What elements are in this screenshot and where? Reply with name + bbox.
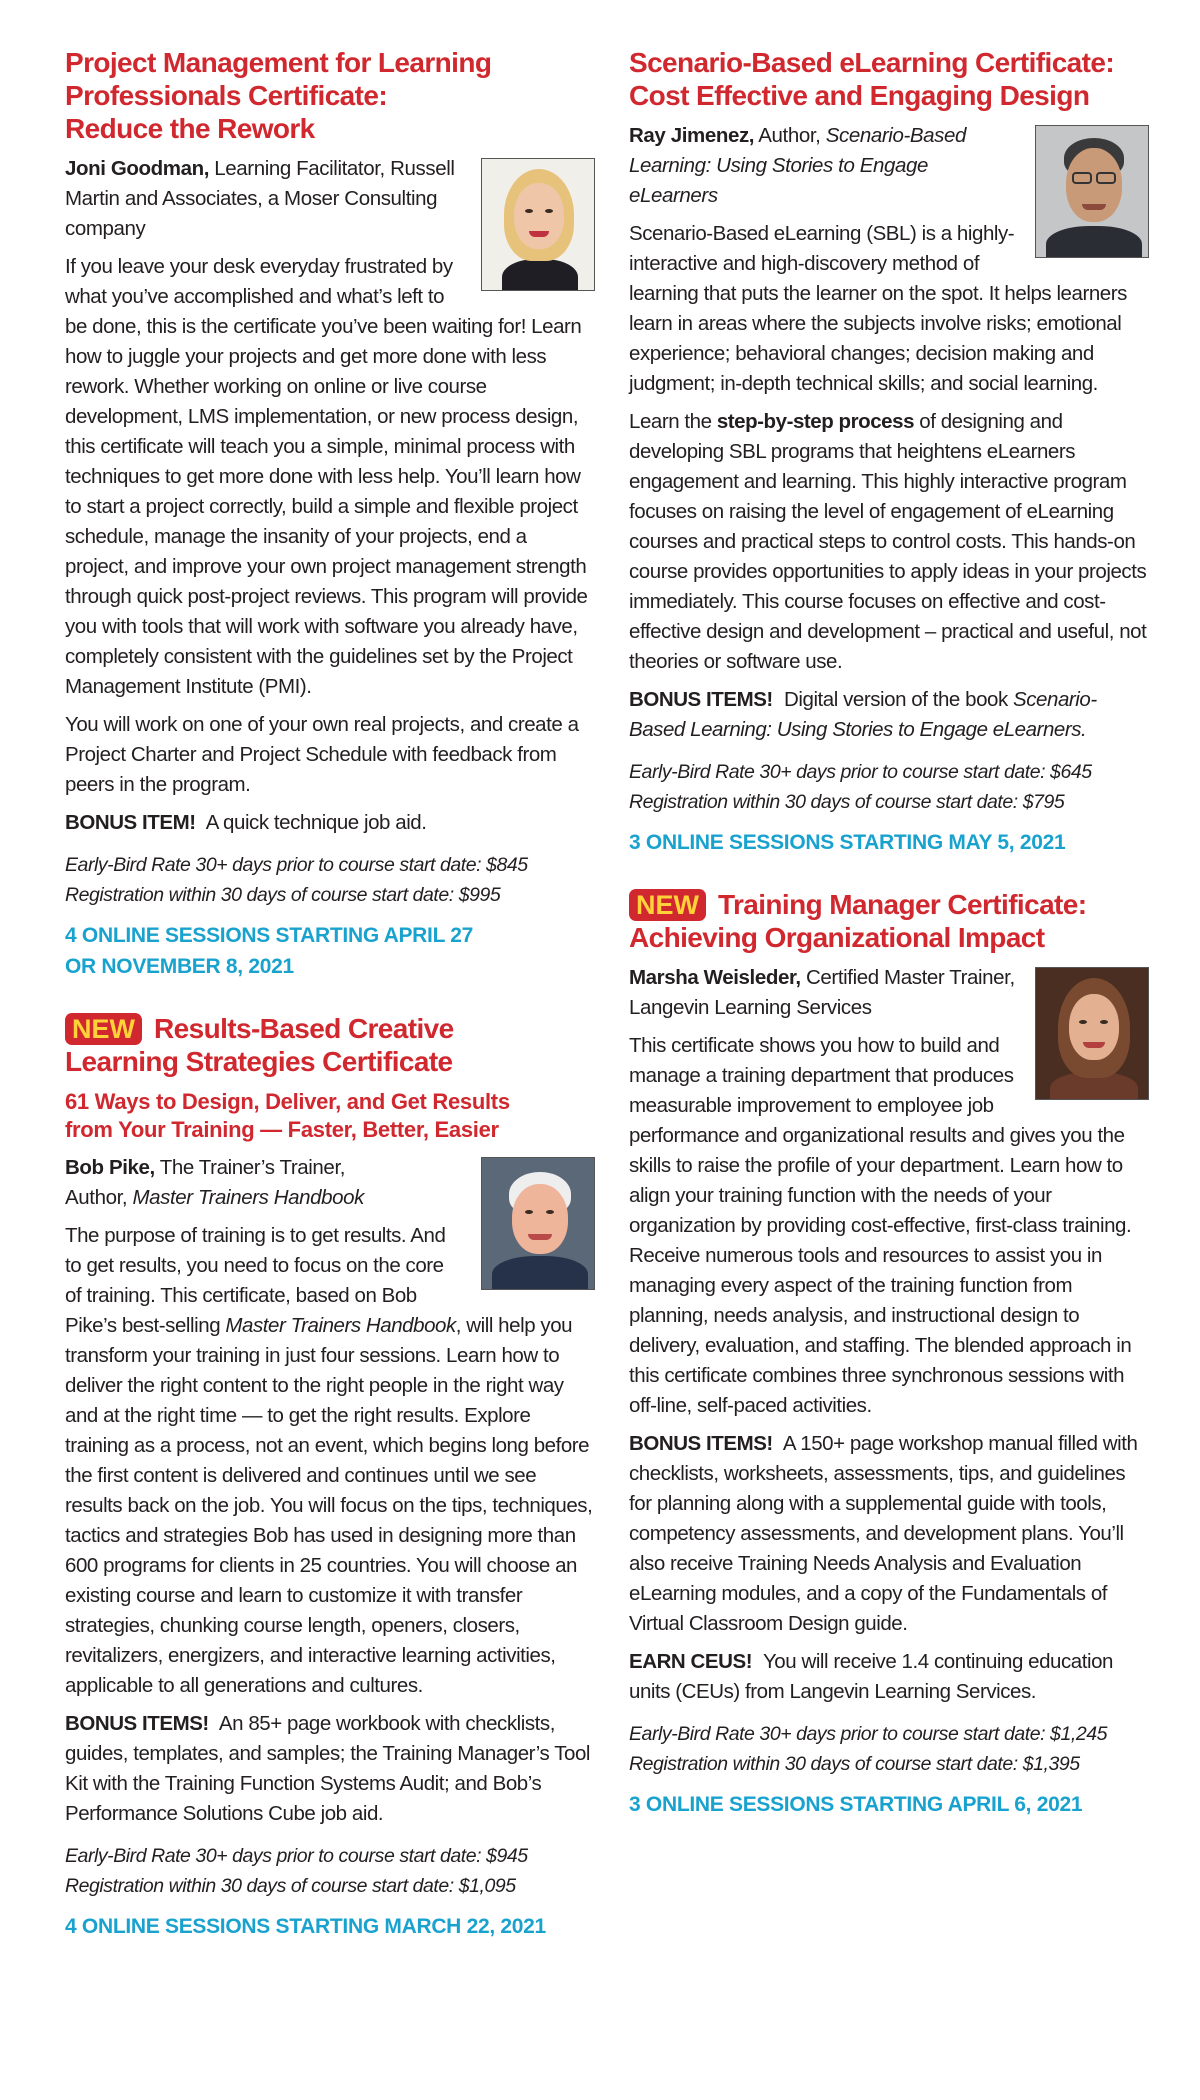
bonus-items bbox=[629, 685, 1149, 745]
course-title bbox=[629, 46, 1149, 112]
early-bird-rate: Early-Bird Rate 30+ days prior to course start date: $845 bbox=[65, 854, 528, 876]
course-title-line bbox=[629, 888, 1149, 921]
new-badge: NEW bbox=[65, 1013, 142, 1045]
pricing bbox=[629, 1719, 1149, 1779]
course-title-line: Project Management for Learning bbox=[65, 47, 492, 78]
course-title bbox=[629, 888, 1149, 954]
pricing bbox=[629, 757, 1149, 817]
author-role: Learning Facilitator, Russell Martin and Associates, a Moser Consulting company bbox=[65, 157, 455, 240]
course-description-2: You will work on one of your own real projects, and create a Project Charter and Project Schedule with feedback from peers in the program. bbox=[65, 713, 579, 796]
left-column bbox=[65, 46, 595, 1972]
earn-ceus bbox=[629, 1647, 1149, 1707]
description-part: The purpose of training is to get results. And to get results, you need to focus on the core of training. This certificate, based on Bob Pike’s best-selling bbox=[65, 1224, 446, 1337]
new-badge: NEW bbox=[629, 889, 706, 921]
bonus-label: BONUS ITEMS! bbox=[629, 688, 773, 711]
course-subtitle bbox=[65, 1088, 595, 1144]
sessions-line: 3 ONLINE SESSIONS STARTING MAY 5, 2021 bbox=[629, 831, 1066, 854]
course-title-line: Scenario-Based eLearning Certificate: bbox=[629, 47, 1115, 78]
description-part: Learn the bbox=[629, 410, 712, 433]
early-bird-rate: Early-Bird Rate 30+ days prior to course start date: $1,245 bbox=[629, 1723, 1108, 1745]
author-name: Marsha Weisleder, bbox=[629, 966, 801, 989]
early-bird-rate: Early-Bird Rate 30+ days prior to course start date: $645 bbox=[629, 761, 1092, 783]
course-description: If you leave your desk everyday frustrated by what you’ve accomplished and what’s left to be done, this is the certificate you’ve been waiting for! Learn how to juggle your projects and get more done with less rework. Whether working on online or live course development, LMS implementation, or new process design, this certificate will teach you a simple, minimal process with techniques to get more done with less help. You’ll learn how to start a project correctly, build a simple and flexible project schedule, manage the insanity of your projects, end a project, and improve your own project management strength through quick post-project reviews. This program will provide you with tools that will work with software you already have, completely consistent with the guidelines set by the Project Management Institute (PMI). bbox=[65, 255, 588, 698]
sessions-info bbox=[65, 920, 595, 982]
course-title-line: Cost Effective and Engaging Design bbox=[629, 80, 1090, 111]
course-description bbox=[65, 1221, 595, 1701]
course-title-line: Reduce the Rework bbox=[65, 113, 315, 144]
registration-rate: Registration within 30 days of course start date: $795 bbox=[629, 791, 1065, 813]
bonus-text: A quick technique job aid. bbox=[205, 811, 427, 834]
description-part: of designing and developing SBL programs that heightens eLearners engagement and learning. This highly interactive program focuses on raising the level of engagement of eLearning courses and practical steps to control costs. This hands-on course provides opportunities to apply ideas in your projects immediately. This course focuses on effective and cost-effective design and development – practical and useful, not theories or software use. bbox=[629, 410, 1147, 673]
bonus-label: BONUS ITEMS! bbox=[629, 1432, 773, 1455]
ceus-label: EARN CEUS! bbox=[629, 1650, 753, 1673]
course-title bbox=[65, 46, 595, 145]
bonus-item bbox=[65, 808, 595, 838]
author-block bbox=[65, 154, 595, 702]
bonus-label: BONUS ITEM! bbox=[65, 811, 196, 834]
course-results-based-creative-learning bbox=[65, 1012, 595, 1942]
author-role-prefix: Author, bbox=[758, 124, 821, 147]
right-column bbox=[629, 46, 1149, 1850]
description-emphasis: step-by-step process bbox=[716, 410, 915, 433]
course-title-text: Results-Based Creative bbox=[154, 1013, 454, 1044]
bonus-text: An 85+ page workbook with checklists, guides, templates, and samples; the Training Manager’s Tool Kit with the Training Function Systems Audit; and Bob’s Performance Solutions Cube job aid. bbox=[65, 1712, 590, 1825]
sessions-info bbox=[629, 827, 1149, 858]
course-subtitle-line: from Your Training — Faster, Better, Easier bbox=[65, 1117, 499, 1142]
course-description-2 bbox=[629, 407, 1149, 677]
author-name: Joni Goodman, bbox=[65, 157, 209, 180]
registration-rate: Registration within 30 days of course start date: $995 bbox=[65, 884, 501, 906]
course-description: This certificate shows you how to build and manage a training department that produces measurable improvement to employee job performance and organizational results and gives you the skills to raise the profile of your department. Learn how to align your training function with the needs of your organization by providing cost-effective, first-class training. Receive numerous tools and resources to assist you in managing every aspect of the training function from planning, needs analysis, and instructional design to delivery, evaluation, and staffing. The blended approach in this certificate combines three synchronous sessions with off-line, self-paced activities. bbox=[629, 1034, 1132, 1417]
early-bird-rate: Early-Bird Rate 30+ days prior to course start date: $945 bbox=[65, 1845, 528, 1867]
bonus-label: BONUS ITEMS! bbox=[65, 1712, 209, 1735]
pricing bbox=[65, 850, 595, 910]
description-part: , will help you transform your training in just four sessions. Learn how to deliver the right content to the right people in the right way and at the right time — to get the right results. Explore training as a process, not an event, which begins long before the first content is delivered and continues until we see results back on the job. You will focus on the tips, techniques, tactics and strategies Bob has used in designing more than 600 programs for clients in 25 countries. You will choose an existing course and learn to customize it with transfer strategies, chunking course length, openers, closers, revitalizers, energizers, and interactive learning activities, applicable to all generations and cultures. bbox=[65, 1314, 593, 1697]
bonus-items bbox=[65, 1709, 595, 1829]
course-title-line bbox=[65, 1012, 595, 1045]
sessions-line: OR NOVEMBER 8, 2021 bbox=[65, 955, 294, 978]
author-name: Bob Pike, bbox=[65, 1156, 155, 1179]
bonus-text: A 150+ page workshop manual filled with checklists, worksheets, assessments, tips, and guidelines for planning along with a supplemental guide with tools, competency assessments, and development plans. You’ll also receive Training Needs Analysis and Evaluation eLearning modules, and a copy of the Fundamentals of Virtual Classroom Design guide. bbox=[629, 1432, 1138, 1635]
author-photo-bob-pike bbox=[481, 1157, 595, 1290]
sessions-info bbox=[629, 1789, 1149, 1820]
registration-rate: Registration within 30 days of course start date: $1,395 bbox=[629, 1753, 1080, 1775]
author-photo-joni-goodman bbox=[481, 158, 595, 291]
author-role: The Trainer’s Trainer, bbox=[159, 1156, 346, 1179]
author-block bbox=[629, 121, 1149, 399]
course-subtitle-line: 61 Ways to Design, Deliver, and Get Results bbox=[65, 1089, 510, 1114]
course-title bbox=[65, 1012, 595, 1078]
course-title-text: Training Manager Certificate: bbox=[718, 889, 1087, 920]
author-name: Ray Jimenez, bbox=[629, 124, 755, 147]
author-book-title: Scenario-Based Learning: Using Stories to Engage eLearners bbox=[629, 124, 967, 207]
sessions-info bbox=[65, 1911, 595, 1942]
registration-rate: Registration within 30 days of course start date: $1,095 bbox=[65, 1875, 516, 1897]
course-title-line: Achieving Organizational Impact bbox=[629, 922, 1045, 953]
description-book-title: Master Trainers Handbook bbox=[225, 1314, 456, 1337]
author-role-prefix: Author, bbox=[65, 1186, 128, 1209]
sessions-line: 3 ONLINE SESSIONS STARTING APRIL 6, 2021 bbox=[629, 1793, 1083, 1816]
sessions-line: 4 ONLINE SESSIONS STARTING APRIL 27 bbox=[65, 924, 474, 947]
author-role: Certified Master Trainer, Langevin Learning Services bbox=[629, 966, 1015, 1019]
pricing bbox=[65, 1841, 595, 1901]
author-block bbox=[629, 963, 1149, 1421]
ceus-text: You will receive 1.4 continuing education units (CEUs) from Langevin Learning Services. bbox=[629, 1650, 1114, 1703]
bonus-text: Digital version of the book bbox=[784, 688, 1008, 711]
course-project-management bbox=[65, 46, 595, 982]
sessions-line: 4 ONLINE SESSIONS STARTING MARCH 22, 2021 bbox=[65, 1915, 546, 1938]
author-photo-ray-jimenez bbox=[1035, 125, 1149, 258]
bonus-book-title: Scenario-Based Learning: Using Stories to Engage eLearners. bbox=[629, 688, 1097, 741]
course-scenario-based-elearning bbox=[629, 46, 1149, 858]
course-training-manager bbox=[629, 888, 1149, 1820]
author-photo-marsha-weisleder bbox=[1035, 967, 1149, 1100]
course-description: Scenario-Based eLearning (SBL) is a highly-interactive and high-discovery method of learning that puts the learner on the spot. It helps learners learn in areas where the subjects involve risks; emotional experience; behavioral changes; decision making and judgment; in-depth technical skills; and social learning. bbox=[629, 222, 1127, 395]
bonus-items bbox=[629, 1429, 1149, 1639]
author-book-title: Master Trainers Handbook bbox=[132, 1186, 365, 1209]
course-title-line: Learning Strategies Certificate bbox=[65, 1046, 453, 1077]
course-title-line: Professionals Certificate: bbox=[65, 80, 388, 111]
author-block bbox=[65, 1153, 595, 1701]
